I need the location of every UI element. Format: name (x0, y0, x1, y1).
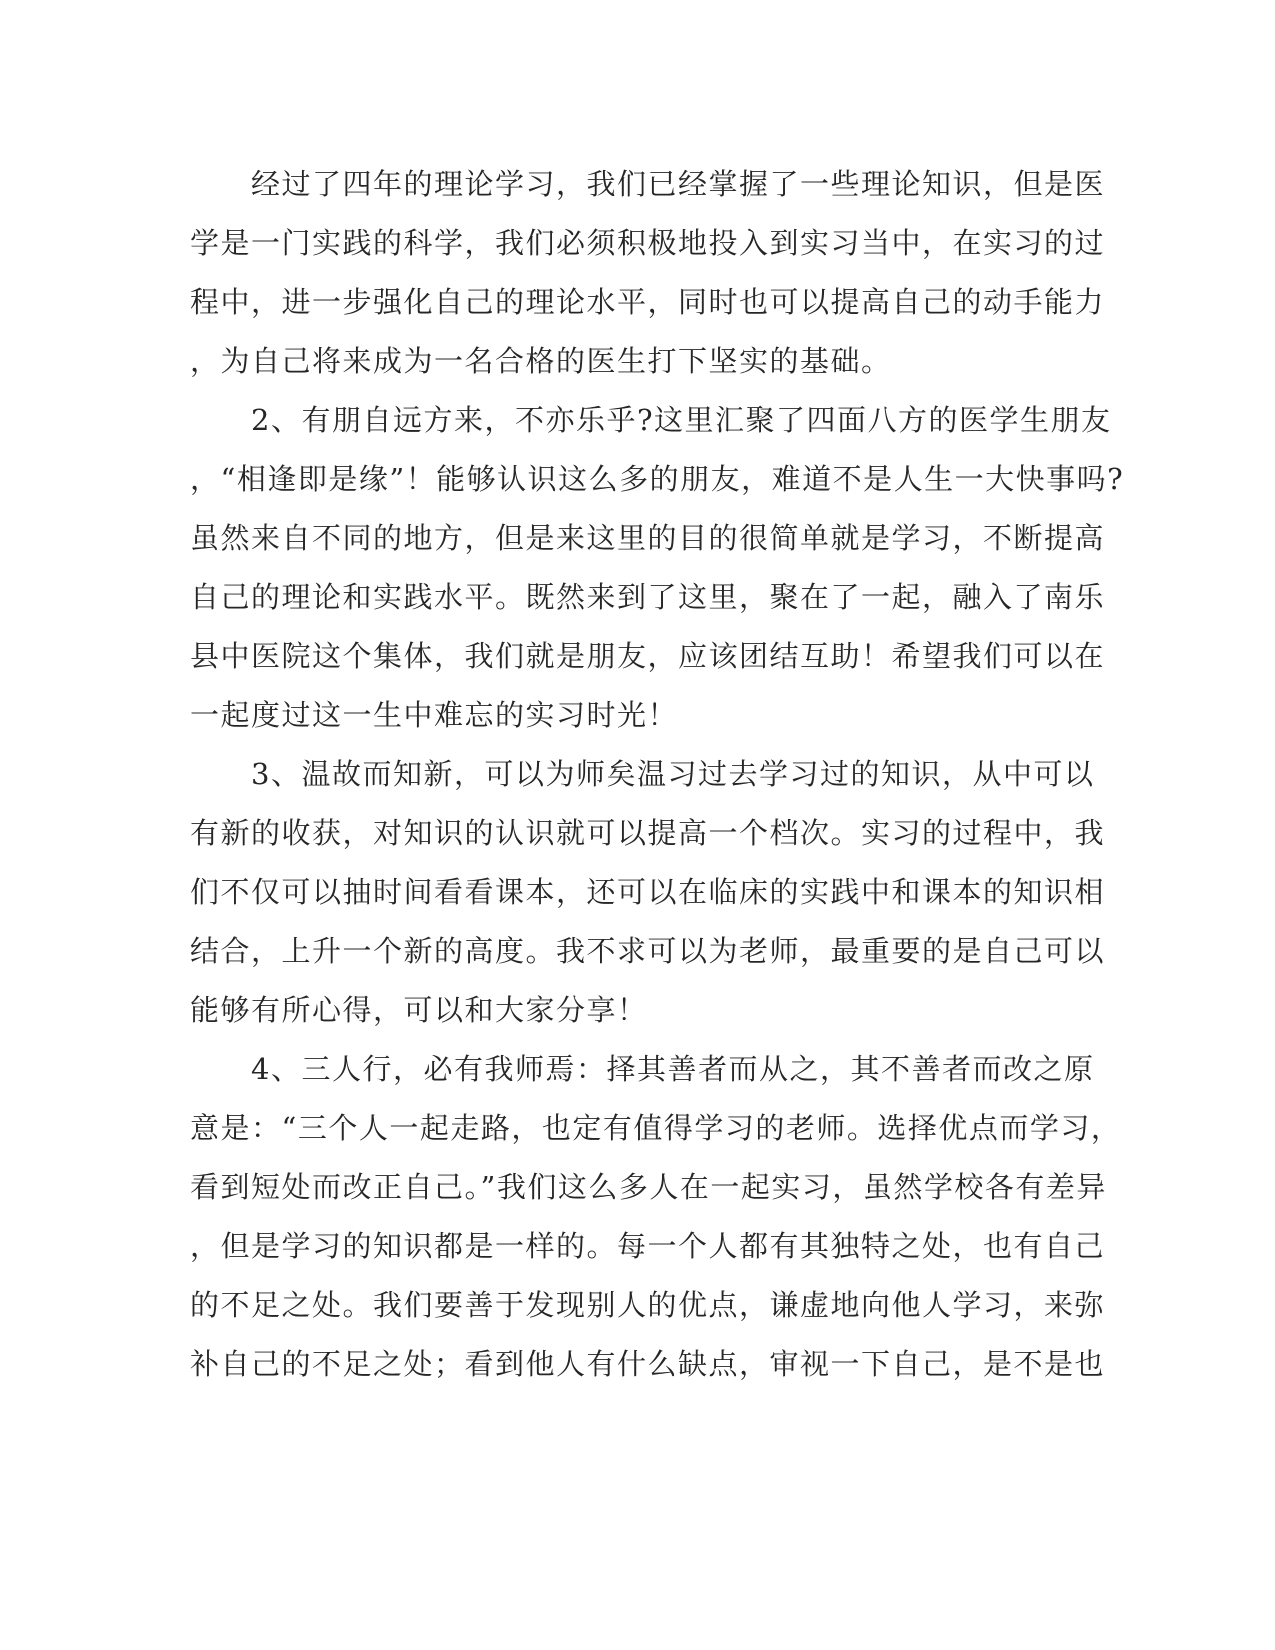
text-line: 补自己的不足之处；看到他人有什么缺点，审视一下自己，是不是也 (190, 1347, 1106, 1381)
text-line: 们不仅可以抽时间看看课本，还可以在临床的实践中和课本的知识相 (190, 875, 1106, 909)
text-line: 自己的理论和实践水平。既然来到了这里，聚在了一起，融入了南乐 (190, 580, 1106, 614)
text-line: 程中，进一步强化自己的理论水平，同时也可以提高自己的动手能力 (190, 285, 1106, 319)
text-line: 经过了四年的理论学习，我们已经掌握了一些理论知识，但是医 (190, 167, 1106, 201)
text-line: 结合，上升一个新的高度。我不求可以为老师，最重要的是自己可以 (190, 934, 1106, 968)
text-line: 能够有所心得，可以和大家分享！ (190, 993, 648, 1027)
text-line: ，“相逢即是缘”！能够认识这么多的朋友，难道不是人生一大快事吗? (190, 462, 1125, 496)
text-line: 4、三人行，必有我师焉：择其善者而从之，其不善者而改之原 (190, 1052, 1095, 1086)
text-line: 学是一门实践的科学，我们必须积极地投入到实习当中，在实习的过 (190, 226, 1106, 260)
text-line: 虽然来自不同的地方，但是来这里的目的很简单就是学习，不断提高 (190, 521, 1106, 555)
text-line: 一起度过这一生中难忘的实习时光！ (190, 698, 679, 732)
text-line: 的不足之处。我们要善于发现别人的优点，谦虚地向他人学习，来弥 (190, 1288, 1106, 1322)
text-line: ，但是学习的知识都是一样的。每一个人都有其独特之处，也有自己 (190, 1229, 1106, 1263)
text-line: 3、温故而知新，可以为师矣温习过去学习过的知识，从中可以 (190, 757, 1095, 791)
text-line: 看到短处而改正自己。”我们这么多人在一起实习，虽然学校各有差异 (190, 1170, 1107, 1204)
text-line: 县中医院这个集体，我们就是朋友，应该团结互助！希望我们可以在 (190, 639, 1106, 673)
text-line: 意是：“三个人一起走路，也定有值得学习的老师。选择优点而学习， (190, 1111, 1122, 1145)
text-line: 有新的收获，对知识的认识就可以提高一个档次。实习的过程中，我 (190, 816, 1106, 850)
text-line: ，为自己将来成为一名合格的医生打下坚实的基础。 (190, 344, 892, 378)
text-line: 2、有朋自远方来，不亦乐乎?这里汇聚了四面八方的医学生朋友 (190, 403, 1112, 437)
